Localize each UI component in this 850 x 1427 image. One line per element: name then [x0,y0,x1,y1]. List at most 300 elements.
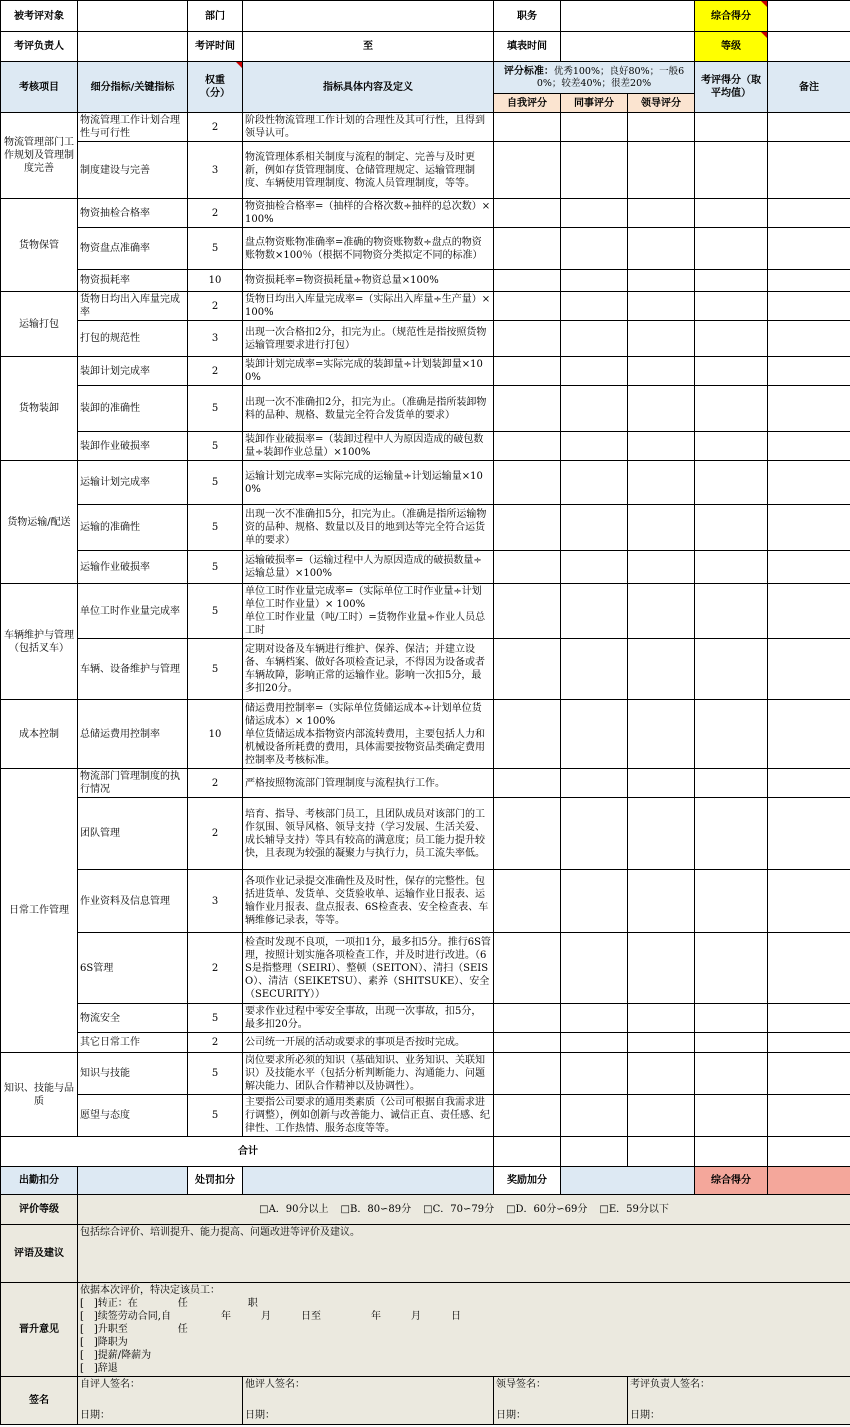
evaluatee-label: 被考评对象 [1,1,78,32]
kpi-peer-score[interactable] [561,798,628,870]
kpi-group-name: 物流管理部门工作规划及管理制度完善 [1,113,78,199]
kpi-self-score[interactable] [494,769,561,798]
kpi-final-score[interactable] [695,432,768,461]
kpi-remark[interactable] [768,870,850,933]
kpi-remark[interactable] [768,432,850,461]
kpi-peer-score[interactable] [561,505,628,551]
col-self: 自我评分 [494,94,561,113]
kpi-peer-score[interactable] [561,228,628,270]
sign-self: 自评人签名： [80,1379,140,1390]
kpi-leader-score[interactable] [628,551,695,584]
kpi-weight: 5 [188,1004,243,1033]
total-final[interactable] [695,1137,768,1167]
kpi-leader-score[interactable] [628,700,695,769]
kpi-leader-score[interactable] [628,769,695,798]
kpi-row [1,700,850,769]
kpi-self-score[interactable] [494,142,561,199]
kpi-peer-score[interactable] [561,321,628,357]
promotion-label: 晋升意见 [1,1283,78,1377]
kpi-self-score[interactable] [494,270,561,292]
kpi-row [1,199,850,228]
kpi-peer-score[interactable] [561,639,628,700]
kpi-row [1,551,850,584]
kpi-final-score[interactable] [695,270,768,292]
kpi-self-score[interactable] [494,1095,561,1137]
kpi-final-score[interactable] [695,700,768,769]
sign-evaluator: 考评负责人签名： [630,1379,710,1390]
kpi-remark[interactable] [768,1004,850,1033]
kpi-row [1,113,850,142]
kpi-peer-score[interactable] [561,870,628,933]
kpi-leader-score[interactable] [628,1095,695,1137]
kpi-peer-score[interactable] [561,461,628,505]
kpi-definition: 要求作业过程中零安全事故，出现一次事故，扣5分，最多扣20分。 [243,1004,494,1033]
kpi-peer-score[interactable] [561,700,628,769]
kpi-leader-score[interactable] [628,798,695,870]
overall-score-label: 综合得分 [695,1,768,32]
kpi-leader-score[interactable] [628,505,695,551]
fill-date-label: 填表时间 [494,32,561,62]
kpi-weight: 5 [188,1095,243,1137]
kpi-remark[interactable] [768,933,850,1004]
kpi-self-score[interactable] [494,1053,561,1095]
deduction-row [1,1167,850,1195]
kpi-peer-score[interactable] [561,199,628,228]
kpi-leader-score[interactable] [628,1033,695,1053]
total-leader[interactable] [628,1137,695,1167]
kpi-indicator: 运输计划完成率 [78,461,188,505]
kpi-peer-score[interactable] [561,113,628,142]
kpi-row [1,870,850,933]
kpi-weight: 5 [188,386,243,432]
kpi-leader-score[interactable] [628,933,695,1004]
grade-row [1,1195,850,1225]
kpi-peer-score[interactable] [561,1004,628,1033]
kpi-self-score[interactable] [494,321,561,357]
kpi-indicator: 知识与技能 [78,1053,188,1095]
col-leader: 领导评分 [628,94,695,113]
kpi-weight: 3 [188,142,243,199]
sign-leader: 领导签名： [496,1379,546,1390]
kpi-final-score[interactable] [695,386,768,432]
overall-score-value[interactable] [768,1,850,32]
kpi-final-score[interactable] [695,1033,768,1053]
kpi-definition: 出现一次不准确扣2分，扣完为止。（准确是指所装卸物料的品种、规格、数量完全符合发货单的要求） [243,386,494,432]
comment-text[interactable]: 包括综合评价、培训提升、能力提高、问题改进等评价及建议。 [78,1225,850,1283]
kpi-self-score[interactable] [494,1004,561,1033]
total-row [1,1137,850,1167]
col-peer: 同事评分 [561,94,628,113]
evaluatee-input[interactable] [78,1,188,32]
kpi-final-score[interactable] [695,321,768,357]
sign-peer-cell[interactable] [243,1377,494,1425]
kpi-indicator: 装卸计划完成率 [78,357,188,386]
kpi-remark[interactable] [768,551,850,584]
kpi-remark[interactable] [768,798,850,870]
kpi-peer-score[interactable] [561,357,628,386]
kpi-final-score[interactable] [695,870,768,933]
kpi-weight: 10 [188,270,243,292]
kpi-definition: 储运费用控制率=（实际单位货储运成本÷计划单位货储运成本）× 100% 单位货储运成本指物资内部流转费用，主要包括人力和机械设备所耗费的费用，具体需要按物资品类确定费用控制率及考核标准。 [243,700,494,769]
kpi-definition: 运输计划完成率=实际完成的运输量÷计划运输量×100% [243,461,494,505]
kpi-row [1,1095,850,1137]
kpi-self-score[interactable] [494,386,561,432]
kpi-definition: 出现一次合格扣2分，扣完为止。（规范性是指按照货物运输管理要求进行打包） [243,321,494,357]
promotion-intro: 依据本次评价，特决定该员工： [80,1285,220,1296]
grade-option[interactable]: □D．60分∽69分 [506,1204,588,1215]
col-weight: 权重 （分） [188,62,243,113]
kpi-peer-score[interactable] [561,933,628,1004]
header-row-1 [1,1,850,32]
kpi-indicator: 物流安全 [78,1004,188,1033]
kpi-leader-score[interactable] [628,113,695,142]
kpi-peer-score[interactable] [561,1095,628,1137]
kpi-self-score[interactable] [494,461,561,505]
total-peer[interactable] [561,1137,628,1167]
grade-option[interactable]: □A．90分以上 [259,1204,329,1215]
kpi-definition: 岗位要求所必须的知识（基础知识、业务知识、关联知识）及技能水平（包括分析判断能力、沟通能力、问题解决能力、团队合作精神以及协调性）。 [243,1053,494,1095]
footer-overall-value[interactable] [768,1167,850,1195]
kpi-definition: 装卸作业破损率=（装卸过程中人为原因造成的破包数量÷装卸作业总量）×100% [243,432,494,461]
kpi-indicator: 车辆、设备维护与管理 [78,639,188,700]
sign-peer: 他评人签名： [245,1379,305,1390]
kpi-indicator: 总储运费用控制率 [78,700,188,769]
kpi-leader-score[interactable] [628,432,695,461]
kpi-weight: 2 [188,292,243,321]
kpi-indicator: 制度建设与完善 [78,142,188,199]
kpi-peer-score[interactable] [561,1053,628,1095]
kpi-final-score[interactable] [695,199,768,228]
promotion-option[interactable]: [ ]降职为 [80,1337,128,1348]
kpi-remark[interactable] [768,357,850,386]
grade-options [78,1195,850,1225]
kpi-final-score[interactable] [695,292,768,321]
kpi-row [1,386,850,432]
kpi-remark[interactable] [768,270,850,292]
kpi-final-score[interactable] [695,1053,768,1095]
grade-option[interactable]: □E．59分以下 [599,1204,669,1215]
kpi-remark[interactable] [768,505,850,551]
sign-leader-cell[interactable] [494,1377,628,1425]
kpi-group-name: 货物运输/配送 [1,461,78,584]
kpi-remark[interactable] [768,1033,850,1053]
department-label: 部门 [188,1,243,32]
promotion-option[interactable]: [ ]转正：在 任 职 [80,1298,258,1309]
kpi-remark[interactable] [768,386,850,432]
kpi-weight: 2 [188,357,243,386]
attendance-input[interactable] [78,1167,188,1195]
kpi-peer-score[interactable] [561,1033,628,1053]
kpi-final-score[interactable] [695,551,768,584]
department-input[interactable] [243,1,494,32]
kpi-leader-score[interactable] [628,270,695,292]
position-input[interactable] [561,1,695,32]
kpi-weight: 2 [188,798,243,870]
kpi-self-score[interactable] [494,113,561,142]
attendance-label: 出勤扣分 [1,1167,78,1195]
kpi-definition: 物资损耗率=物资损耗量÷物资总量×100% [243,270,494,292]
evaluator-label: 考评负责人 [1,32,78,62]
kpi-indicator: 6S管理 [78,933,188,1004]
kpi-row [1,933,850,1004]
kpi-row [1,769,850,798]
kpi-self-score[interactable] [494,639,561,700]
bonus-input[interactable] [561,1167,695,1195]
kpi-row [1,798,850,870]
kpi-definition: 各项作业记录提交准确性及及时性，保存的完整性。包括进货单、发货单、交货验收单、运输作业日报表、运输作业月报表、盘点报表、6S检查表、安全检查表、车辆维修记录表，等等。 [243,870,494,933]
standard-text: 优秀100%；良好80%；一般60%；较差40%；很差20% [536,65,685,89]
kpi-peer-score[interactable] [561,270,628,292]
promotion-option[interactable]: [ ]辞退 [80,1363,118,1374]
kpi-final-score[interactable] [695,639,768,700]
kpi-peer-score[interactable] [561,292,628,321]
kpi-weight: 3 [188,870,243,933]
kpi-group-name: 运输打包 [1,292,78,357]
grade-option[interactable]: □B．80∽89分 [340,1204,412,1215]
kpi-group-name: 货物装卸 [1,357,78,461]
kpi-row [1,270,850,292]
kpi-leader-score[interactable] [628,639,695,700]
kpi-weight: 5 [188,551,243,584]
kpi-self-score[interactable] [494,292,561,321]
kpi-definition: 盘点物资账物准确率=准确的物资账物数÷盘点的物资账物数×100％（根据不同物资分类拟定不同的标准） [243,228,494,270]
kpi-indicator: 打包的规范性 [78,321,188,357]
kpi-group-name: 车辆维护与管理（包括叉车） [1,584,78,700]
promotion-row [1,1283,850,1377]
kpi-leader-score[interactable] [628,228,695,270]
kpi-weight: 5 [188,461,243,505]
period-label: 考评时间 [188,32,243,62]
kpi-remark[interactable] [768,228,850,270]
kpi-row [1,432,850,461]
kpi-final-score[interactable] [695,1095,768,1137]
header-row-2 [1,32,850,62]
kpi-indicator: 运输作业破损率 [78,551,188,584]
col-standard [494,62,695,94]
kpi-final-score[interactable] [695,1004,768,1033]
kpi-final-score[interactable] [695,798,768,870]
kpi-remark[interactable] [768,1053,850,1095]
kpi-final-score[interactable] [695,933,768,1004]
period-to[interactable]: 至 [243,32,494,62]
kpi-final-score[interactable] [695,461,768,505]
total-remark[interactable] [768,1137,850,1167]
kpi-self-score[interactable] [494,933,561,1004]
kpi-indicator: 物流部门管理制度的执行情况 [78,769,188,798]
kpi-remark[interactable] [768,769,850,798]
kpi-group-name: 货物保管 [1,199,78,292]
kpi-leader-score[interactable] [628,357,695,386]
kpi-final-score[interactable] [695,113,768,142]
kpi-definition: 严格按照物流部门管理制度与流程执行工作。 [243,769,494,798]
kpi-remark[interactable] [768,1095,850,1137]
standard-label: 评分标准： [503,65,554,77]
kpi-weight: 2 [188,113,243,142]
sign-self-cell[interactable] [78,1377,243,1425]
kpi-final-score[interactable] [695,769,768,798]
kpi-self-score[interactable] [494,357,561,386]
column-header-row [1,62,850,94]
kpi-indicator: 单位工时作业量完成率 [78,584,188,639]
kpi-indicator: 物资抽检合格率 [78,199,188,228]
kpi-definition: 公司统一开展的活动或要求的事项是否按时完成。 [243,1033,494,1053]
kpi-definition: 检查时发现不良项，一项扣1分，最多扣5分。推行6S管理，按照计划实施各项检查工作，并及时进行改进。（6S是指整理（SEIRI）、整顿（SEITON）、清扫（SEISO）、清洁（SEIKETSU）、素养（SHITSUKE）、安全（SECURITY）） [243,933,494,1004]
kpi-row [1,1033,850,1053]
kpi-indicator: 物流管理工作计划合理性与可行性 [78,113,188,142]
penalty-input[interactable] [243,1167,494,1195]
kpi-weight: 2 [188,199,243,228]
kpi-definition: 装卸计划完成率=实际完成的装卸量÷计划装卸量×100% [243,357,494,386]
kpi-row [1,228,850,270]
col-final-label: 考评得分（取平均值） [701,75,761,99]
kpi-remark[interactable] [768,142,850,199]
sign-peer-date: 日期： [245,1410,275,1421]
kpi-indicator: 装卸的准确性 [78,386,188,432]
kpi-weight: 10 [188,700,243,769]
kpi-weight: 5 [188,639,243,700]
kpi-definition: 物资抽检合格率=（抽样的合格次数÷抽样的总次数）×100% [243,199,494,228]
grade-value[interactable] [768,32,850,62]
kpi-self-score[interactable] [494,700,561,769]
kpi-group-name: 知识、技能与品质 [1,1053,78,1137]
sign-leader-date: 日期： [496,1410,526,1421]
kpi-self-score[interactable] [494,228,561,270]
grade-label: 等级 [695,32,768,62]
kpi-leader-score[interactable] [628,142,695,199]
promotion-option[interactable]: [ ]续签劳动合同,自 年 月 日至 年 月 日 [80,1311,461,1322]
kpi-row [1,461,850,505]
kpi-self-score[interactable] [494,798,561,870]
footer-overall-label: 综合得分 [695,1167,768,1195]
kpi-weight: 2 [188,1033,243,1053]
kpi-self-score[interactable] [494,432,561,461]
kpi-self-score[interactable] [494,505,561,551]
kpi-weight: 5 [188,1053,243,1095]
kpi-indicator: 团队管理 [78,798,188,870]
kpi-leader-score[interactable] [628,461,695,505]
col-item: 考核项目 [1,62,78,113]
kpi-weight: 5 [188,228,243,270]
kpi-leader-score[interactable] [628,584,695,639]
kpi-remark[interactable] [768,700,850,769]
promotion-option[interactable]: [ ]提薪/降薪为 [80,1350,152,1361]
kpi-final-score[interactable] [695,505,768,551]
kpi-final-score[interactable] [695,142,768,199]
kpi-row [1,639,850,700]
kpi-final-score[interactable] [695,228,768,270]
position-label: 职务 [494,1,561,32]
kpi-peer-score[interactable] [561,142,628,199]
kpi-peer-score[interactable] [561,551,628,584]
kpi-indicator: 作业资料及信息管理 [78,870,188,933]
kpi-leader-score[interactable] [628,870,695,933]
kpi-definition: 货物日均出入库量完成率=（实际出入库量÷生产量）×100% [243,292,494,321]
kpi-row [1,292,850,321]
kpi-definition: 阶段性物流管理工作计划的合理性及其可行性，且得到领导认可。 [243,113,494,142]
kpi-weight: 5 [188,584,243,639]
kpi-leader-score[interactable] [628,199,695,228]
kpi-definition: 运输破损率=（运输过程中人为原因造成的破损数量÷运输总量）×100% [243,551,494,584]
kpi-group-name: 成本控制 [1,700,78,769]
kpi-definition: 主要指公司要求的通用类素质（公司可根据自我需求进行调整），例如创新与改善能力、诚信正直、责任感、纪律性、工作热情、服务态度等等。 [243,1095,494,1137]
kpi-remark[interactable] [768,292,850,321]
kpi-self-score[interactable] [494,199,561,228]
kpi-indicator: 物资损耗率 [78,270,188,292]
kpi-row [1,505,850,551]
kpi-definition: 出现一次不准确扣5分，扣完为止。（准确是指所运输物资的品种、规格、数量以及目的地到达等完全符合运货单的要求） [243,505,494,551]
kpi-weight: 5 [188,505,243,551]
col-final [695,62,768,113]
kpi-definition: 培育、指导、考核部门员工，且团队成员对该部门的工作氛围、领导风格、领导支持（学习发展、生活关爱、成长辅导支持）等具有较高的满意度；员工能力提升较快，且表现为较强的凝聚力与执行力，员工流失率低。 [243,798,494,870]
kpi-self-score[interactable] [494,870,561,933]
grade-row-label: 评价等级 [1,1195,78,1225]
kpi-row [1,321,850,357]
kpi-self-score[interactable] [494,551,561,584]
kpi-leader-score[interactable] [628,321,695,357]
kpi-leader-score[interactable] [628,386,695,432]
penalty-label: 处罚扣分 [188,1167,243,1195]
kpi-definition: 单位工时作业量完成率=（实际单位工时作业量÷计划单位工时作业量）× 100% 单位工时作业量（吨/工时）=货物作业量÷作业人员总工时 [243,584,494,639]
sign-label: 签名 [1,1377,78,1425]
kpi-row [1,1053,850,1095]
sign-evaluator-date: 日期： [630,1410,660,1421]
kpi-remark[interactable] [768,113,850,142]
kpi-final-score[interactable] [695,584,768,639]
kpi-remark[interactable] [768,199,850,228]
kpi-definition: 定期对设备及车辆进行维护、保养、保洁；并建立设备、车辆档案、做好各项检查记录，不得因为设备或者车辆故障，影响正常的运输作业。影响一次扣5分，最多扣20分。 [243,639,494,700]
kpi-weight: 5 [188,432,243,461]
fill-date-input[interactable] [561,32,695,62]
promotion-option[interactable]: [ ]升职至 任 [80,1324,188,1335]
promotion-options[interactable] [78,1283,850,1377]
kpi-definition: 物流管理体系相关制度与流程的制定、完善与及时更新，例如存货管理制度、仓储管理规定、运输管理制度、车辆使用管理制度、物流人员管理制度，等等。 [243,142,494,199]
kpi-final-score[interactable] [695,357,768,386]
kpi-self-score[interactable] [494,1033,561,1053]
comment-label: 评语及建议 [1,1225,78,1283]
signature-row [1,1377,850,1425]
kpi-remark[interactable] [768,321,850,357]
kpi-peer-score[interactable] [561,386,628,432]
kpi-leader-score[interactable] [628,292,695,321]
kpi-remark[interactable] [768,639,850,700]
sign-self-date: 日期： [80,1410,110,1421]
kpi-weight: 2 [188,769,243,798]
kpi-group-name: 日常工作管理 [1,769,78,1053]
kpi-remark[interactable] [768,584,850,639]
kpi-remark[interactable] [768,461,850,505]
evaluator-input[interactable] [78,32,188,62]
col-remark: 备注 [768,62,850,113]
kpi-leader-score[interactable] [628,1053,695,1095]
kpi-weight: 3 [188,321,243,357]
kpi-row [1,584,850,639]
kpi-indicator: 货物日均出入库量完成率 [78,292,188,321]
kpi-peer-score[interactable] [561,769,628,798]
comment-row [1,1225,850,1283]
sign-evaluator-cell[interactable] [628,1377,850,1425]
grade-option[interactable]: □C．70∽79分 [423,1204,495,1215]
kpi-row [1,357,850,386]
kpi-indicator: 物资盘点准确率 [78,228,188,270]
kpi-peer-score[interactable] [561,584,628,639]
total-self[interactable] [494,1137,561,1167]
kpi-leader-score[interactable] [628,1004,695,1033]
kpi-self-score[interactable] [494,584,561,639]
kpi-indicator: 愿望与态度 [78,1095,188,1137]
kpi-indicator: 其它日常工作 [78,1033,188,1053]
kpi-weight: 2 [188,933,243,1004]
kpi-peer-score[interactable] [561,432,628,461]
